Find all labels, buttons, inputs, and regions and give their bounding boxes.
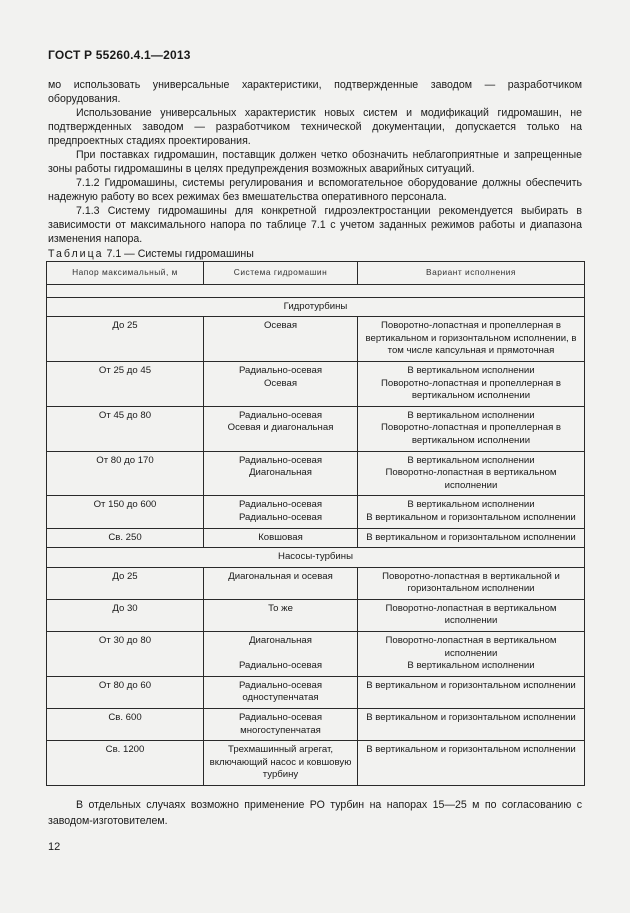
head-cell: До 25 — [47, 317, 204, 362]
paragraph: мо использовать универсальные характеристики, подтвержденные заводом — разработчиком оборудования. — [48, 79, 582, 105]
table-row — [47, 528, 585, 548]
table-section-row — [47, 297, 585, 317]
section-title: Гидротурбины — [47, 297, 585, 317]
system-cell: То же — [204, 599, 358, 631]
table-row — [47, 496, 585, 528]
column-header-head: Напор максимальный, м — [47, 262, 204, 285]
variant-cell: В вертикальном и горизонтальном исполнении — [358, 741, 585, 786]
table-caption — [48, 248, 254, 260]
hydromachine-systems-table — [46, 261, 585, 786]
system-cell: Радиально-осевая Диагональная — [204, 451, 358, 496]
system-cell: Радиально-осевая одноступенчатая — [204, 676, 358, 708]
section-title: Насосы-турбины — [47, 548, 585, 568]
variant-cell: В вертикальном исполнении Поворотно-лопастная и пропеллерная в вертикальном исполнении — [358, 406, 585, 451]
variant-cell: Поворотно-лопастная в вертикальном исполнении — [358, 599, 585, 631]
system-cell: Радиально-осевая Осевая и диагональная — [204, 406, 358, 451]
system-cell: Диагональная Радиально-осевая — [204, 632, 358, 677]
system-cell: Радиально-осевая многоступенчатая — [204, 709, 358, 741]
table-row — [47, 567, 585, 599]
head-cell: Св. 1200 — [47, 741, 204, 786]
page-number: 12 — [48, 841, 61, 853]
paragraph: Использование универсальных характеристик новых систем и модификаций гидромашин, не подтвержденных заводом — разработчиком технической документации, допускается только на предпроектных стадиях проектирования. — [48, 107, 582, 147]
head-cell: От 80 до 170 — [47, 451, 204, 496]
table-row — [47, 632, 585, 677]
head-cell: Св. 250 — [47, 528, 204, 548]
system-cell: Диагональная и осевая — [204, 567, 358, 599]
table-row — [47, 451, 585, 496]
system-cell: Радиально-осевая Осевая — [204, 361, 358, 406]
head-cell: От 30 до 80 — [47, 632, 204, 677]
variant-cell: В вертикальном исполнении В вертикальном и горизонтальном исполнении — [358, 496, 585, 528]
table-row — [47, 741, 585, 786]
table-caption-prefix: Таблица — [48, 248, 104, 260]
table-section-row — [47, 548, 585, 568]
variant-cell: В вертикальном и горизонтальном исполнении — [358, 709, 585, 741]
variant-cell: Поворотно-лопастная в вертикальной и горизонтальном исполнении — [358, 567, 585, 599]
system-cell: Трехмашинный агрегат, включающий насос и ковшовую турбину — [204, 741, 358, 786]
table-header-row — [47, 262, 585, 285]
system-cell: Радиально-осевая Радиально-осевая — [204, 496, 358, 528]
table-row — [47, 361, 585, 406]
head-cell: До 25 — [47, 567, 204, 599]
footer-note-text: В отдельных случаях возможно применение РО турбин на напорах 15—25 м по согласованию с заводом-изготовителем. — [48, 799, 582, 827]
table-row — [47, 406, 585, 451]
variant-cell: В вертикальном и горизонтальном исполнении — [358, 676, 585, 708]
table-body — [47, 284, 585, 785]
head-cell: От 25 до 45 — [47, 361, 204, 406]
spacer-cell — [47, 284, 585, 297]
table-spacer-row — [47, 284, 585, 297]
head-cell: Св. 600 — [47, 709, 204, 741]
head-cell: От 45 до 80 — [47, 406, 204, 451]
head-cell: От 80 до 60 — [47, 676, 204, 708]
paragraph: При поставках гидромашин, поставщик должен четко обозначить неблагоприятные и запрещенные зоны работы гидромашины в целях предупреждения возможных аварийных ситуаций. — [48, 149, 582, 175]
system-cell: Ковшовая — [204, 528, 358, 548]
column-header-system: Система гидромашин — [204, 262, 358, 285]
variant-cell: В вертикальном и горизонтальном исполнении — [358, 528, 585, 548]
variant-cell: В вертикальном исполнении Поворотно-лопастная и пропеллерная в вертикальном исполнении — [358, 361, 585, 406]
variant-cell: Поворотно-лопастная и пропеллерная в вертикальном и горизонтальном исполнении, в том числе капсульная и прямоточная — [358, 317, 585, 362]
head-cell: До 30 — [47, 599, 204, 631]
system-cell: Осевая — [204, 317, 358, 362]
table-row — [47, 676, 585, 708]
document-header: ГОСТ Р 55260.4.1—2013 — [48, 48, 191, 62]
paragraph: 7.1.2 Гидромашины, системы регулирования и вспомогательное оборудование должны обеспечить надежную работу во всех режимах без вмешательства оперативного персонала. — [48, 177, 582, 203]
table-row — [47, 709, 585, 741]
body-text — [48, 78, 582, 246]
table-row — [47, 599, 585, 631]
column-header-variant: Вариант исполнения — [358, 262, 585, 285]
paragraph: 7.1.3 Систему гидромашины для конкретной гидроэлектростанции рекомендуется выбирать в зависимости от максимального напора по таблице 7.1 с учетом заданных режимов работы и диапазона изменения напора. — [48, 205, 582, 245]
footer-note — [48, 797, 582, 829]
table-caption-title: 7.1 — Системы гидромашины — [103, 248, 254, 260]
table-row — [47, 317, 585, 362]
head-cell: От 150 до 600 — [47, 496, 204, 528]
variant-cell: В вертикальном исполнении Поворотно-лопастная в вертикальном исполнении — [358, 451, 585, 496]
variant-cell: Поворотно-лопастная в вертикальном исполнении В вертикальном исполнении — [358, 632, 585, 677]
